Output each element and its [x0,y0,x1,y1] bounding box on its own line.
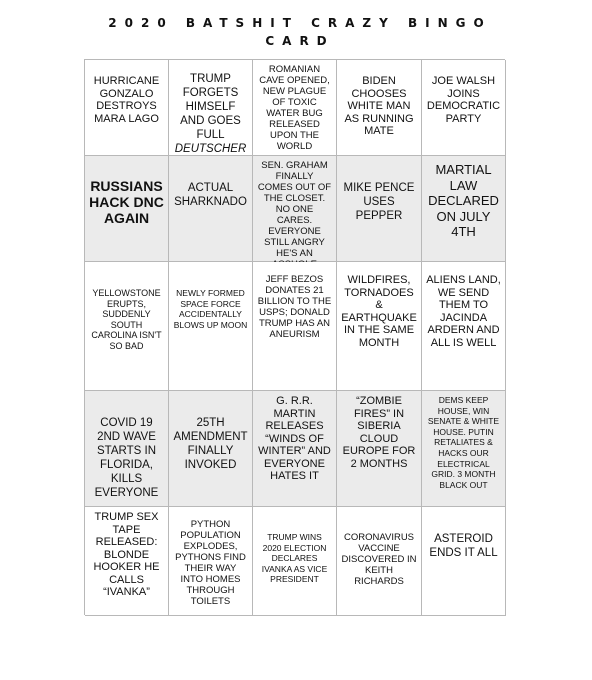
bingo-square-text: ALIENS LAND, WE SEND THEM TO JACINDA ARDERN AND ALL IS WELL [426,274,501,349]
bingo-square[interactable] [253,60,337,156]
bingo-square[interactable] [253,391,337,507]
bingo-square-text: NEWLY FORMED SPACE FORCE ACCIDENTALLY BLOWS UP MOON [173,288,248,330]
bingo-square[interactable] [337,262,422,391]
bingo-square[interactable] [337,391,422,507]
bingo-square[interactable] [169,156,253,262]
card-title-line-1: 2020 BATSHIT CRAZY BINGO [108,16,492,30]
bingo-square[interactable] [169,391,253,507]
bingo-square[interactable] [422,391,506,507]
bingo-square-italic-text: DEUTSCHER [174,143,247,155]
bingo-square-text: SEN. GRAHAM FINALLY COMES OUT OF THE CLOSET. NO ONE CARES. EVERYONE STILL ANGRY HE'S AN [257,160,332,259]
bingo-square[interactable] [169,60,253,156]
bingo-square-text: TRUMP WINS 2020 ELECTION DECLARES IVANKA AS VICE PRESIDENT [261,532,328,585]
bingo-square-text: MARTIAL LAW DECLARED ON JULY 4TH [428,162,499,239]
bingo-square-text: CORONAVIRUS VACCINE DISCOVERED IN KEITH RICHARDS [341,532,417,587]
bingo-square-text: COVID 19 2ND WAVE STARTS IN FLORIDA, KILLS EVERYONE [94,417,159,499]
bingo-square-text: TRUMP SEX TAPE RELEASED: BLONDE HOOKER HE CALLS “IVANKA” [93,511,160,598]
bingo-square[interactable] [422,60,506,156]
bingo-square-text: RUSSIANS HACK DNC AGAIN [89,178,164,226]
bingo-square[interactable] [169,507,253,616]
bingo-square[interactable] [422,262,506,391]
bingo-square-text: ROMANIAN CAVE OPENED, NEW PLAGUE OF TOXIC WATER BUG RELEASED UPON THE WORLD [259,64,330,152]
bingo-square[interactable] [422,156,506,262]
bingo-square-text: YELLOWSTONE ERUPTS, SUDDENLY SOUTH CAROLINA ISN'T SO BAD [91,288,162,351]
bingo-square[interactable] [85,60,169,156]
bingo-square[interactable] [85,262,169,391]
bingo-square-text: MIKE PENCE USES PEPPER [343,182,415,222]
bingo-square[interactable] [337,156,422,262]
bingo-square-text: HURRICANE GONZALO DESTROYS MARA LAGO [93,75,160,125]
bingo-square-text: ASTEROID ENDS IT ALL [429,533,498,559]
bingo-square[interactable] [422,507,506,616]
bingo-square[interactable] [85,391,169,507]
bingo-square-text: G. R.R. MARTIN RELEASES “WINDS OF WINTER” AND EVERYONE HATES IT [258,395,331,482]
card-title-line-2: CARD [265,34,335,48]
bingo-square-text: TRUMP FORGETS HIMSELF AND GOES FULL DEUTSCHER [173,72,248,170]
bingo-square[interactable] [253,262,337,391]
bingo-square[interactable] [85,507,169,616]
bingo-square[interactable] [253,507,337,616]
bingo-square-text: JEFF BEZOS DONATES 21 BILLION TO THE USPS; DONALD TRUMP HAS AN ANEURISM [257,274,332,340]
bingo-square[interactable] [253,156,337,262]
bingo-square[interactable] [337,60,422,156]
bingo-square[interactable] [337,507,422,616]
bingo-square-text: PYTHON POPULATION EXPLODES, PYTHONS FIND THEIR WAY INTO HOMES THROUGH TOILETS [175,519,246,607]
bingo-square[interactable] [85,156,169,262]
bingo-square[interactable] [169,262,253,391]
bingo-square-text: JOE WALSH JOINS DEMOCRATIC PARTY [426,75,501,125]
bingo-square-text: ACTUAL SHARKNADO [174,182,247,208]
bingo-square-text: 25TH AMENDMENT FINALLY INVOKED [173,417,248,471]
bingo-square-text: DEMS KEEP HOUSE, WIN SENATE & WHITE HOUSE. PUTIN RETALIATES & HACKS OUR ELECTRICAL GRID. 3 MONTH BLACK OUT [427,395,500,490]
bingo-square-text: BIDEN CHOOSES WHITE MAN AS RUNNING MATE [344,75,414,137]
bingo-square-text: WILDFIRES, TORNADOES & EARTHQUAKE IN THE SAME MONTH [341,274,417,349]
bingo-square-text: “ZOMBIE FIRES” IN SIBERIA CLOUD EUROPE FOR 2 MONTHS [342,395,416,470]
bingo-grid [84,59,505,615]
